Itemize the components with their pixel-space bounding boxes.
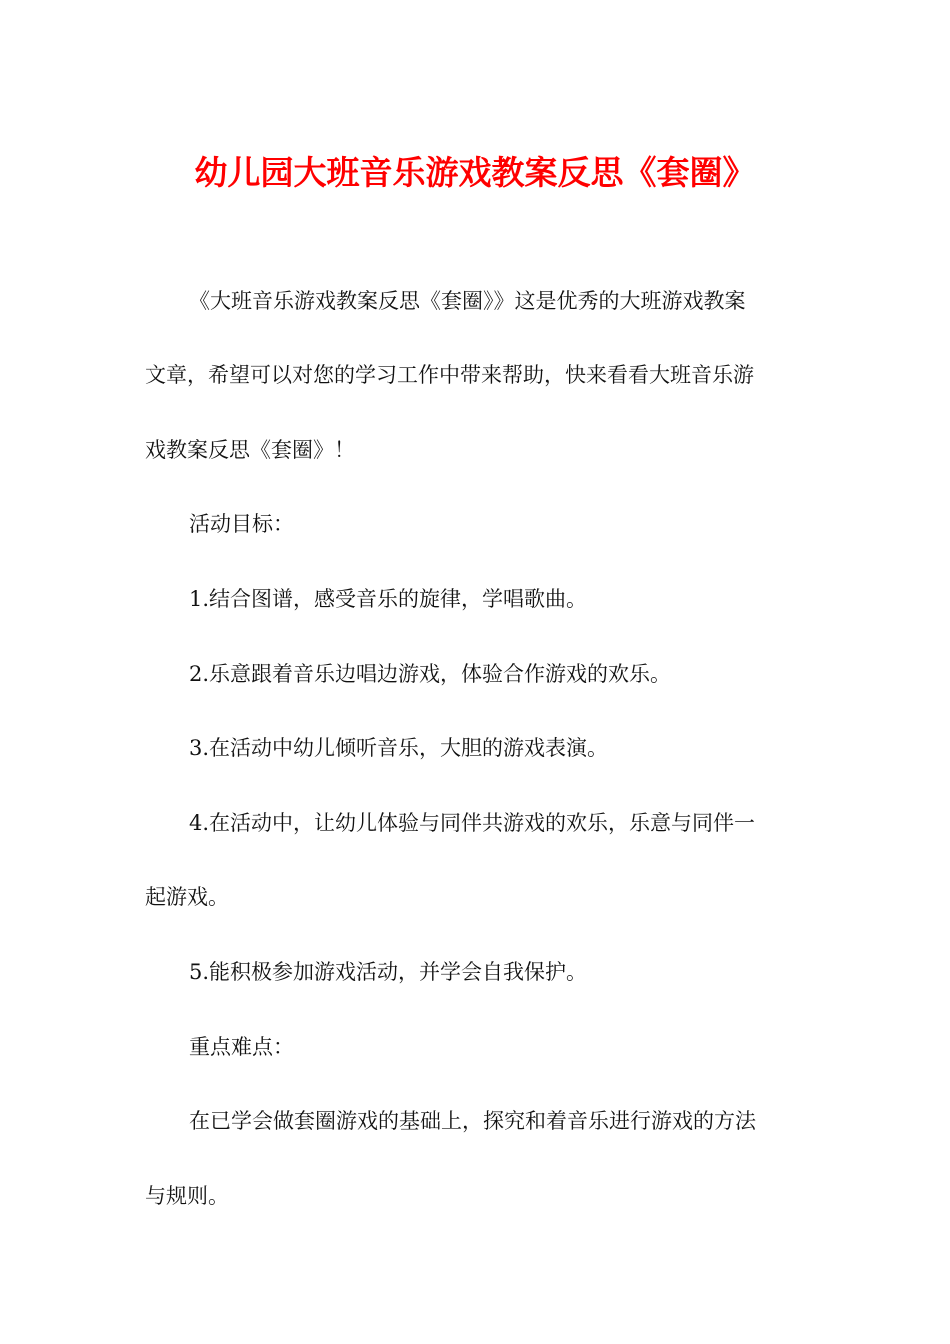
- key-point-line-2: 与规则。: [145, 1184, 229, 1208]
- goal-item-3: 3.在活动中幼儿倾听音乐，大胆的游戏表演。: [189, 736, 609, 760]
- goal-item-2: 2.乐意跟着音乐边唱边游戏，体验合作游戏的欢乐。: [189, 662, 672, 686]
- goal-item-5: 5.能积极参加游戏活动，并学会自我保护。: [189, 960, 588, 984]
- text-line-intro-1: 《大班音乐游戏教案反思《套圈》》这是优秀的大班游戏教案: [189, 289, 746, 313]
- key-point-line-1: 在已学会做套圈游戏的基础上，探究和着音乐进行游戏的方法: [189, 1109, 756, 1133]
- document-title: 幼儿园大班音乐游戏教案反思《套圈》: [194, 153, 756, 192]
- text-line-intro-2: 文章，希望可以对您的学习工作中带来帮助，快来看看大班音乐游: [145, 363, 754, 387]
- goal-item-4-line-1: 4.在活动中，让幼儿体验与同伴共游戏的欢乐，乐意与同伴一: [189, 811, 756, 835]
- text-line-intro-3: 戏教案反思《套圈》！: [145, 438, 355, 462]
- goal-item-1: 1.结合图谱，感受音乐的旋律，学唱歌曲。: [189, 587, 588, 611]
- section-heading-key-points: 重点难点：: [189, 1035, 294, 1059]
- section-heading-goals: 活动目标：: [189, 512, 294, 536]
- goal-item-4-line-2: 起游戏。: [145, 885, 229, 909]
